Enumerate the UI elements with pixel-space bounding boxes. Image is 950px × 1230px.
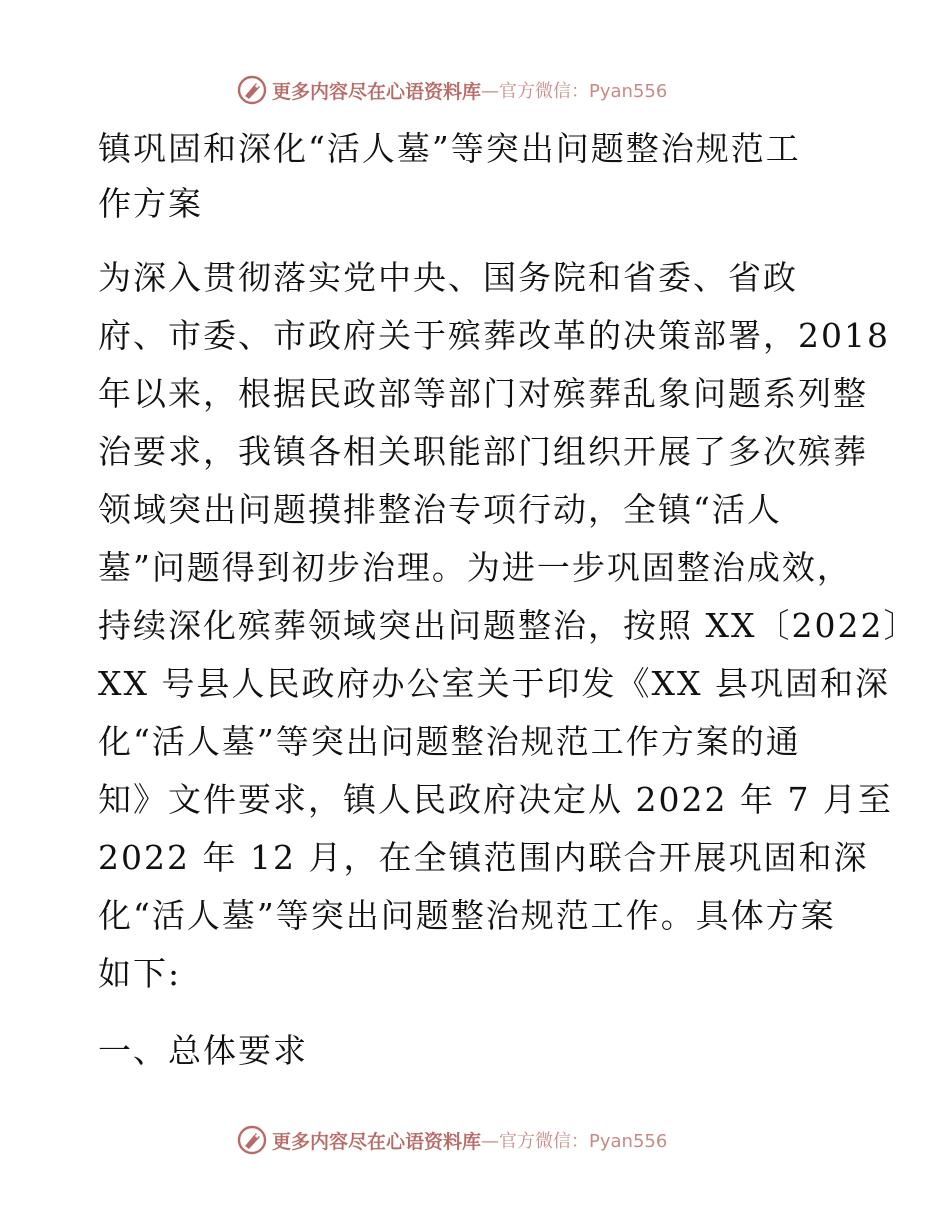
title-line-2: 作方案 — [98, 184, 203, 223]
body-line-11: 2022 年 12 月，在全镇范围内联合开展巩固和深 — [98, 838, 869, 877]
body-line-7: 持续深化殡葬领域突出问题整治，按照 XX〔2022〕 — [98, 606, 919, 645]
body-line-6: 墓”问题得到初步治理。为进一步巩固整治成效， — [98, 548, 852, 587]
body-line-13: 如下: — [98, 954, 182, 993]
watermark-banner-top — [236, 73, 667, 107]
body-line-9: 化“活人墓”等突出问题整治规范工作方案的通 — [98, 722, 801, 761]
body-line-1: 为深入贯彻落实党中央、国务院和省委、省政 — [98, 258, 798, 297]
body-line-12: 化“活人墓”等突出问题整治规范工作。具体方案 — [98, 896, 836, 935]
watermark-main-text: 更多内容尽在心语资料库 — [272, 1130, 482, 1153]
body-line-3: 年以来，根据民政部等部门对殡葬乱象问题系列整 — [98, 374, 868, 413]
pen-nib-logo-icon — [236, 1124, 268, 1156]
watermark-sub-text: —官方微信：Pyan556 — [481, 81, 668, 102]
body-line-4: 治要求，我镇各相关职能部门组织开展了多次殡葬 — [98, 432, 868, 471]
body-line-5: 领域突出问题摸排整治专项行动，全镇“活人 — [98, 490, 782, 529]
body-line-8: XX 号县人民政府办公室关于印发《XX 县巩固和深 — [98, 664, 890, 703]
watermark-sub-text: —官方微信：Pyan556 — [481, 1131, 668, 1152]
pen-nib-logo-icon — [236, 74, 268, 106]
watermark-main-text: 更多内容尽在心语资料库 — [272, 80, 482, 103]
section-heading: 一、总体要求 — [98, 1031, 308, 1070]
title-line-1: 镇巩固和深化“活人墓”等突出问题整治规范工 — [98, 129, 801, 168]
body-line-2: 府、市委、市政府关于殡葬改革的决策部署，2018 — [98, 316, 890, 355]
watermark-banner-bottom — [236, 1123, 667, 1157]
body-line-10: 知》文件要求，镇人民政府决定从 2022 年 7 月至 — [98, 780, 893, 819]
